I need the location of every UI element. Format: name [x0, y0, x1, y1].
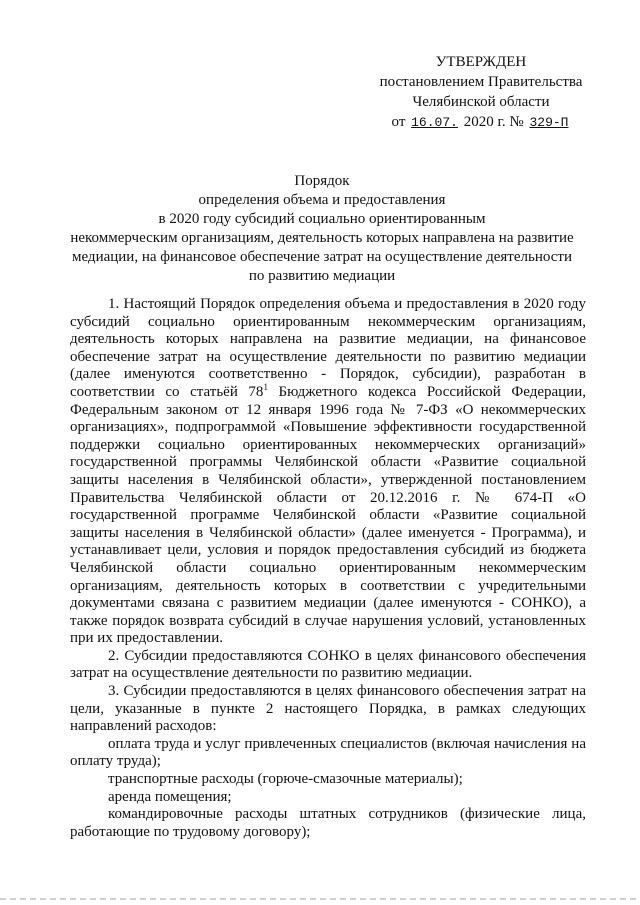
paragraph-1-part-1: 1. Настоящий Порядок определения объема и предоставления в 2020 году субсидий социально ориентированным некоммерческим организациям, деятельность которых направлена на развитие медиации, на финансовое обеспечение затрат на осуществление деятельности по развитию медиации (далее именуются соответственно - Порядок, субсидии), разработан в соответствии со статьёй 78 — [70, 296, 586, 400]
paragraph-3: 3. Субсидии предоставляются в целях финансового обеспечения затрат на цели, указанные в пункте 2 настоящего Порядка, в рамках следующих направлений расходов: — [70, 683, 586, 735]
expense-item-4: командировочные расходы штатных сотрудников (физические лица, работающие по трудовому договору); — [70, 806, 586, 840]
approval-line-2: Челябинской области — [412, 94, 550, 110]
approval-date-line — [376, 112, 586, 133]
expense-item-2: транспортные расходы (горюче-смазочные материалы); — [108, 771, 463, 788]
paragraph-2: 2. Субсидии предоставляются СОНКО в целях финансового обеспечения затрат на осуществление деятельности по развитию медиации. — [70, 647, 586, 682]
approval-line-1: постановлением Правительства — [379, 74, 583, 90]
date-prefix: от — [391, 114, 406, 130]
document-title — [64, 172, 580, 286]
article-superscript: 1 — [263, 381, 268, 392]
document-body — [70, 296, 586, 841]
title-line-2: определения объема и предоставления — [198, 192, 446, 208]
resolution-number: 329-П — [529, 115, 569, 130]
date-year: 2020 г. № — [463, 114, 524, 130]
title-line-4: некоммерческим организациям, деятельность которых направлена на развитие — [70, 230, 574, 246]
approval-stamp — [376, 52, 586, 133]
page-bottom-edge — [0, 898, 640, 900]
paragraph-1 — [70, 296, 586, 648]
title-line-6: по развитию медиации — [248, 268, 396, 284]
approval-heading: УТВЕРЖДЕН — [435, 54, 527, 70]
title-line-3: в 2020 году субсидий социально ориентированным — [158, 211, 486, 227]
date-value: 16.07. — [411, 115, 458, 130]
expense-item-3: аренда помещения; — [108, 788, 232, 805]
paragraph-1-part-2: Бюджетного кодекса Российской Федерации, Федеральным законом от 12 января 1996 года № 7-ФЗ «О некоммерческих организациях», подпрограммой «Повышение эффективности государственной поддержки социально ориентированных некоммерческих организаций» государственной программы Челябинской области «Развитие социальной защиты населения в Челябинской области», утвержденной постановлением Правительства Челябинской области от 20.12.2016 г. № 674-П «О государственной программе Челябинской области «Развитие социальной защиты населения в Челябинской области» (далее именуется - Программа), и устанавливает цели, условия и порядок предоставления субсидий из бюджета Челябинской области социально ориентированным некоммерческим организациям, деятельность которых в соответствии с учредительными документами связана с развитием медиации (далее именуются - СОНКО), а также порядок возврата субсидий в случае нарушения условий, установленных при их предоставлении. — [70, 383, 586, 647]
expense-item-1: оплата труда и услуг привлеченных специалистов (включая начисления на оплату труда); — [70, 735, 586, 770]
title-line-1: Порядок — [294, 173, 350, 189]
title-line-5: медиации, на финансовое обеспечение затрат на осуществление деятельности — [71, 249, 572, 265]
